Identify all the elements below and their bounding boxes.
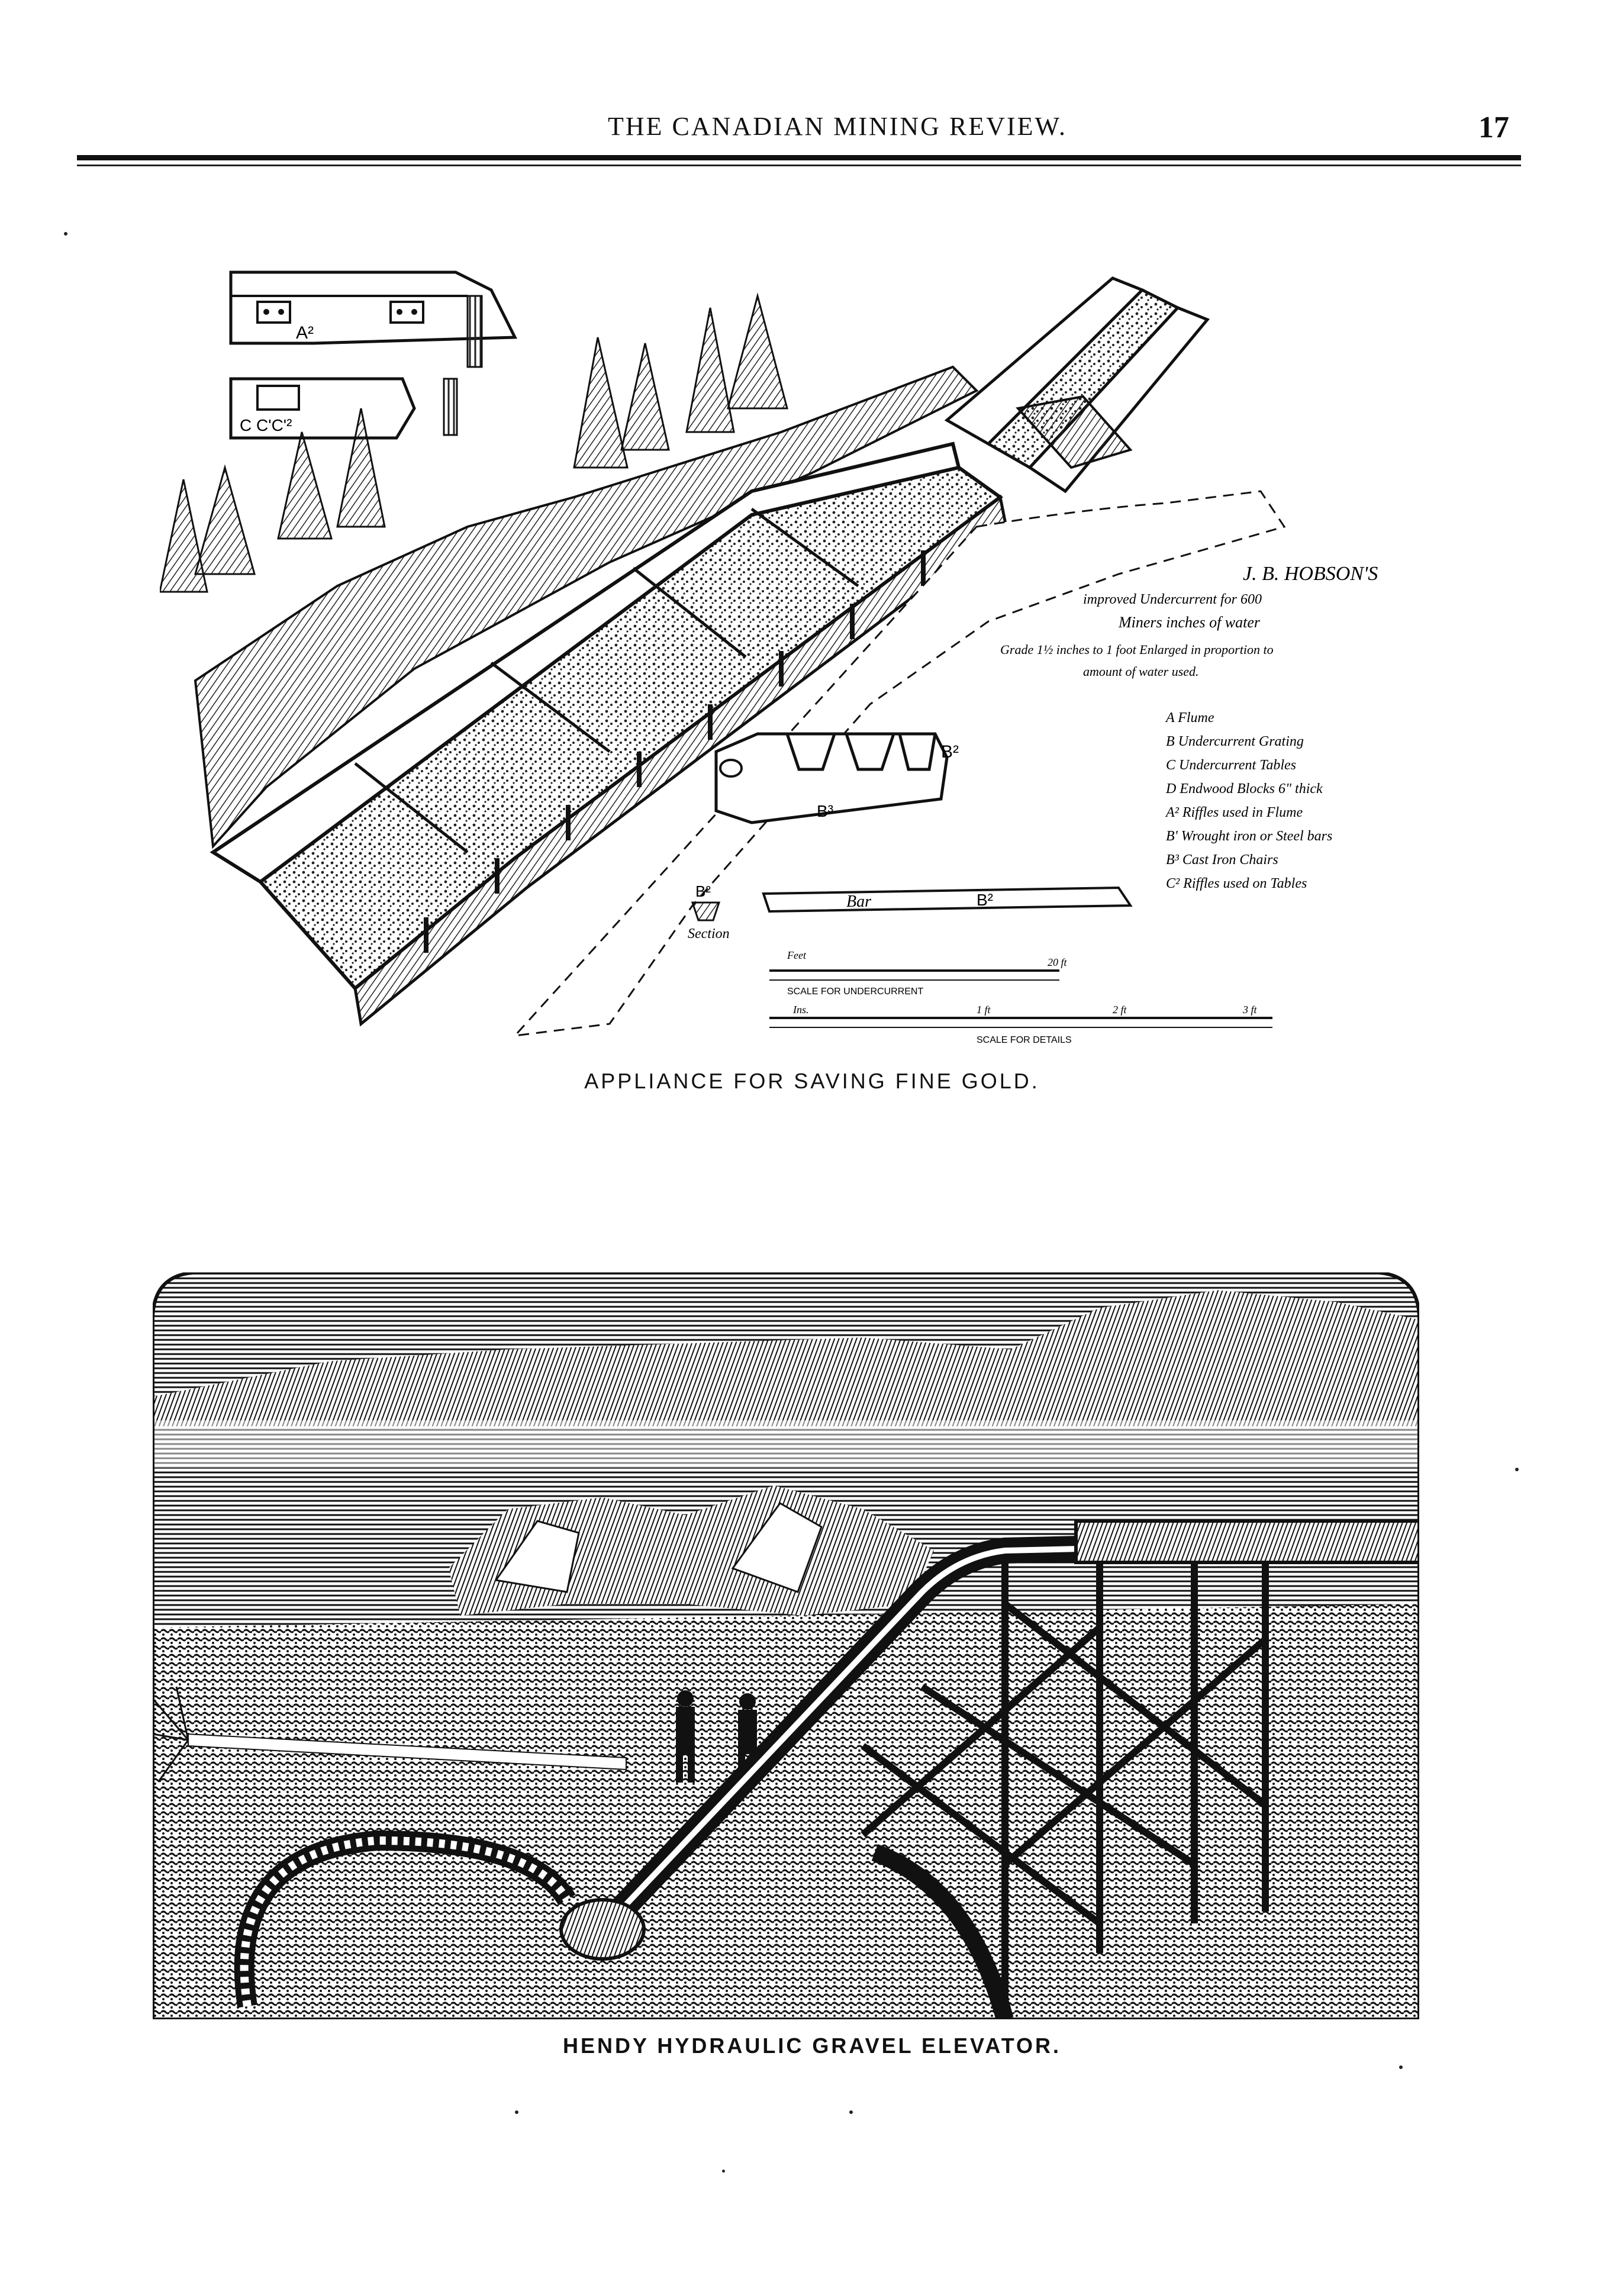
legend-item-1: B Undercurrent Grating [1166,734,1304,749]
elevator-engraving [153,1272,1419,2019]
legend-item-6: B³ Cast Iron Chairs [1166,852,1278,868]
print-speck [64,232,67,236]
caption-appliance: APPLIANCE FOR SAVING FINE GOLD. [584,1069,1040,1093]
legend-title-1: improved Undercurrent for 600 [1083,592,1262,607]
inset-ccc2-table-riffle [231,379,457,438]
scale-undercurrent-end: 20 ft [1048,956,1067,968]
legend-item-4: A² Riffles used in Flume [1166,805,1303,820]
inset-bar-section [688,882,1130,942]
legend-item-0: A Flume [1166,710,1214,726]
label-ccc2: C C'C'² [240,416,292,434]
page-header [148,101,1527,154]
legend-title-0: J. B. HOBSON'S [1243,563,1378,585]
label-b2-bar: B² [977,891,993,909]
figure-hendy-elevator [153,1272,1419,2019]
appliance-engraving [160,254,1462,1071]
caption-elevator: HENDY HYDRAULIC GRAVEL ELEVATOR. [562,2033,1062,2058]
label-b3: B³ [817,802,833,820]
legend-item-2: C Undercurrent Tables [1166,758,1297,773]
scale-bars [769,949,1272,1045]
scale-details-2ft: 2 ft [1113,1004,1127,1016]
legend-item-7: C² Riffles used on Tables [1166,876,1307,891]
page-number: 17 [1478,111,1509,144]
print-speck [722,2170,725,2173]
header-rule-thick [77,155,1521,160]
figure-appliance-fine-gold [160,254,1462,1071]
hobson-title-legend [1000,563,1378,891]
print-speck [1515,1468,1519,1471]
print-speck [849,2110,853,2114]
label-bar: Bar [846,892,871,911]
scale-undercurrent-feet: Feet [787,949,806,961]
label-b2-chair: B² [941,742,959,762]
label-section: Section [688,926,730,942]
scale-details-1ft: 1 ft [977,1004,991,1016]
label-a2: A² [296,323,314,343]
label-b2-section: B² [695,882,711,900]
header-rule-thin [77,165,1521,166]
scale-details-ins: Ins. [793,1004,809,1016]
legend-title-2: Miners inches of water [1119,614,1261,631]
print-speck [1399,2065,1403,2069]
inset-b3-cast-iron-chair [716,734,959,823]
scale-details-label: SCALE FOR DETAILS [977,1035,1072,1045]
print-speck [515,2110,518,2114]
running-title: THE CANADIAN MINING REVIEW. [608,112,1067,141]
inset-a2-riffle [231,272,515,367]
legend-item-5: B' Wrought iron or Steel bars [1166,829,1333,844]
scale-details-3ft: 3 ft [1243,1004,1257,1016]
scale-undercurrent-label: SCALE FOR UNDERCURRENT [787,987,924,997]
legend-item-3: D Endwood Blocks 6" thick [1166,781,1323,797]
legend-title-3: Grade 1½ inches to 1 foot Enlarged in proportion to [1000,642,1274,657]
legend-title-4: amount of water used. [1083,664,1199,679]
